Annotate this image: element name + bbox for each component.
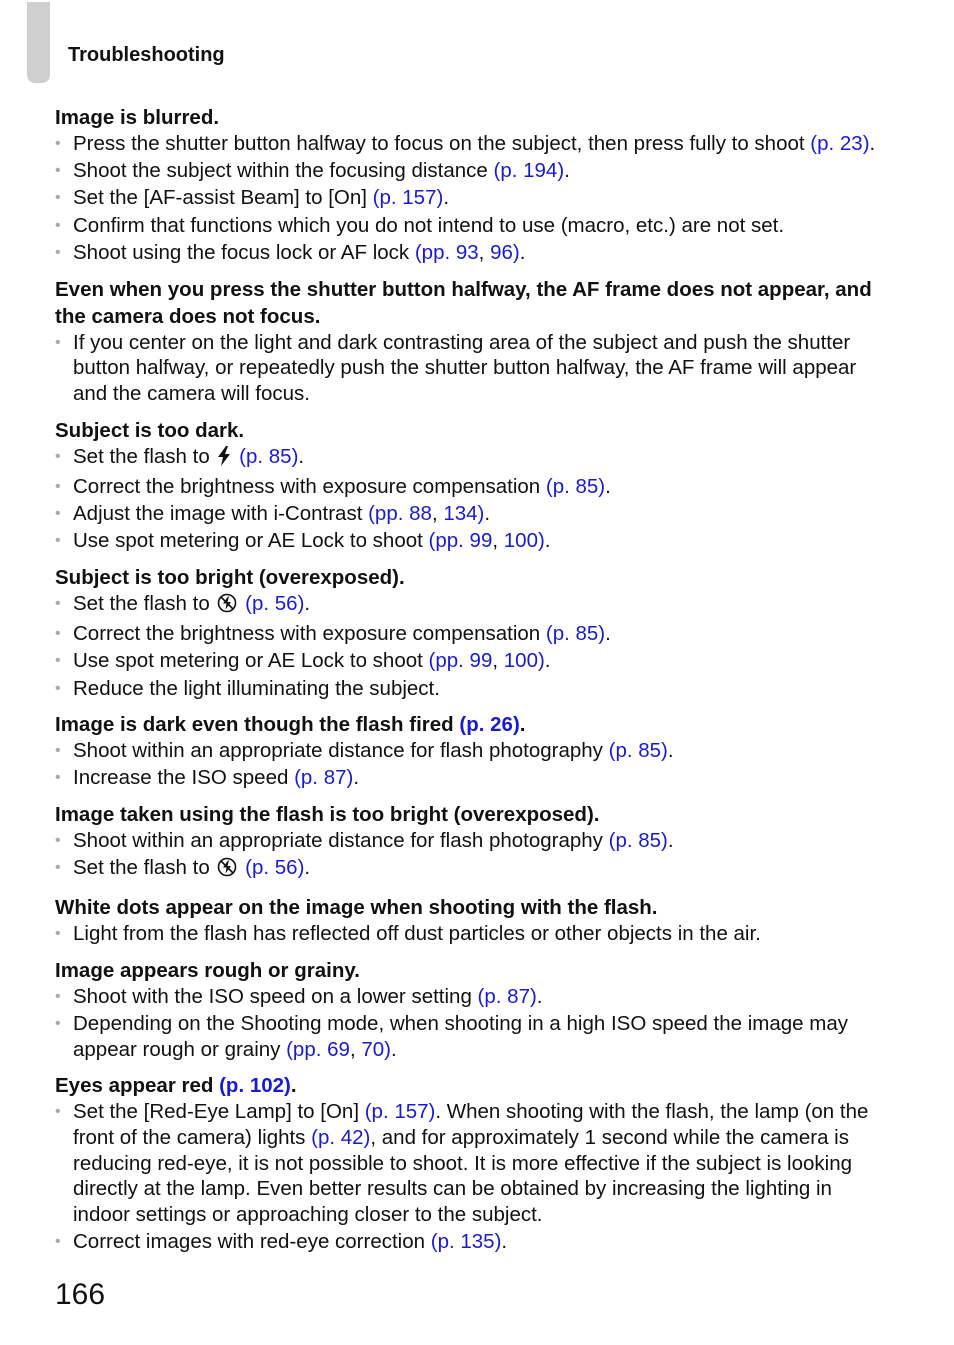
text-run: Set the [AF-assist Beam] to [On] (73, 186, 373, 210)
text-run: . (519, 713, 526, 737)
page-reference-link[interactable]: (p. 102) (219, 1074, 291, 1098)
list-item (55, 474, 885, 500)
troubleshooting-section (55, 1072, 885, 1255)
section-heading: White dots appear on the image when shooting with the flash. (55, 896, 658, 920)
text-run: Correct the brightness with exposure compensation (73, 474, 546, 498)
troubleshooting-section (55, 564, 885, 701)
text-run: . (667, 829, 674, 853)
text-run: . (298, 444, 305, 468)
troubleshooting-section (55, 801, 885, 884)
text-run: . (290, 1074, 297, 1098)
text-run: Set the flash to (73, 591, 216, 615)
troubleshooting-content (55, 104, 885, 1265)
list-item (55, 185, 885, 211)
text-run: . (869, 132, 876, 155)
page-header-title: Troubleshooting (68, 44, 225, 66)
text-run: . (519, 240, 526, 264)
page-reference-link[interactable]: 70) (361, 1037, 391, 1061)
troubleshooting-section (55, 104, 885, 266)
bullet-list (55, 1099, 885, 1255)
list-item (55, 528, 885, 554)
text-run: Shoot within an appropriate distance for flash photography (73, 739, 609, 763)
list-item (55, 591, 885, 620)
list-item (55, 240, 885, 266)
section-heading (55, 711, 885, 738)
page-reference-link[interactable]: 134) (443, 502, 485, 526)
text-run: . (484, 502, 491, 526)
text-run: . (353, 766, 360, 790)
text-run: Shoot the subject within the focusing distance (73, 159, 494, 183)
section-heading (55, 1072, 885, 1099)
text-run: Increase the ISO speed (73, 766, 295, 790)
text-run: Image is dark even though the flash fired (55, 713, 460, 737)
text-run: Confirm that functions which you do not intend to use (macro, etc.) are not set. (73, 213, 785, 237)
page-reference-link[interactable]: (p. 26) (459, 713, 520, 737)
section-heading: Image appears rough or grainy. (55, 958, 360, 982)
page-reference-link[interactable]: (p. 157) (364, 1100, 436, 1124)
page-reference-link[interactable]: (p. 85) (608, 739, 668, 763)
text-run: Depending on the Shooting mode, when shooting in a high ISO speed the image may appear rough or grainy (73, 1011, 848, 1061)
page-reference-link[interactable]: (p. 157) (372, 186, 444, 210)
section-heading: Subject is too dark. (55, 418, 245, 442)
text-run: , (492, 529, 504, 553)
page-reference-link[interactable]: 100) (503, 649, 545, 673)
page-reference-link[interactable]: (p. 23) (810, 132, 870, 155)
text-run: Adjust the image with i-Contrast (73, 502, 369, 526)
page-reference-link[interactable]: (p. 87) (477, 984, 537, 1008)
page-reference-link[interactable]: (pp. 93 (414, 240, 479, 264)
list-item (55, 131, 885, 157)
text-run: . (536, 984, 543, 1008)
list-item (55, 1099, 885, 1228)
troubleshooting-section (55, 276, 885, 407)
text-run: . (564, 159, 570, 183)
text-run: Eyes appear red (55, 1074, 220, 1098)
chapter-tab-bar (27, 2, 50, 83)
page-reference-link[interactable]: (p. 85) (239, 444, 299, 468)
troubleshooting-section (55, 957, 885, 1063)
text-run: . (501, 1230, 508, 1254)
page-reference-link[interactable]: (p. 85) (608, 829, 668, 853)
list-item (55, 921, 885, 947)
text-run: , (492, 649, 504, 673)
bullet-list (55, 921, 885, 947)
page-reference-link[interactable]: 96) (490, 240, 520, 264)
text-run: Light from the flash has reflected off dust particles or other objects in the air. (73, 922, 761, 946)
list-item (55, 828, 885, 854)
section-heading: Even when you press the shutter button halfway, the AF frame does not appear, and the camera does not focus. (55, 277, 872, 328)
troubleshooting-section (55, 417, 885, 554)
list-item (55, 213, 885, 239)
page-reference-link[interactable]: (pp. 69 (286, 1037, 350, 1061)
page-reference-link[interactable]: 100) (503, 529, 545, 553)
text-run: . When shooting with the flash, the lamp (on the front of the camera) lights (73, 1100, 869, 1150)
flash-off-icon (217, 857, 237, 884)
text-run: Set the flash to (73, 444, 216, 468)
text-run: . (605, 474, 611, 498)
text-run: Use spot metering or AE Lock to shoot (73, 529, 429, 553)
text-run: Use spot metering or AE Lock to shoot (73, 649, 429, 673)
text-run: Set the [Red-Eye Lamp] to [On] (73, 1100, 365, 1124)
list-item (55, 676, 885, 702)
list-item (55, 621, 885, 647)
text-run: . (605, 622, 611, 646)
page-reference-link[interactable]: (p. 85) (545, 622, 606, 646)
text-run: Reduce the light illuminating the subject. (73, 676, 440, 700)
list-item (55, 444, 885, 473)
text-run: . (390, 1037, 397, 1061)
bullet-list (55, 828, 885, 884)
list-item (55, 1229, 885, 1255)
list-item (55, 855, 885, 884)
section-heading: Image taken using the flash is too bright (overexposed). (55, 803, 600, 827)
text-run: . (544, 649, 551, 673)
list-item (55, 984, 885, 1010)
page-reference-link[interactable]: (p. 56) (245, 856, 305, 880)
text-run: . (443, 186, 450, 210)
text-run: . (544, 529, 551, 553)
text-run: Correct images with red-eye correction (73, 1230, 431, 1254)
list-item (55, 765, 885, 791)
text-run: Press the shutter button halfway to focus on the subject, then press fully to shoot (73, 132, 811, 155)
page-reference-link[interactable]: (pp. 88 (368, 502, 432, 526)
bullet-list (55, 984, 885, 1063)
list-item (55, 648, 885, 674)
text-run: . (667, 739, 674, 763)
text-run: , (349, 1037, 362, 1061)
bullet-list (55, 738, 885, 791)
text-run: Shoot with the ISO speed on a lower setting (73, 984, 478, 1008)
text-run: , and for approximately 1 second while the camera is reducing red-eye, it is not possible to shoot. It is more effective if the subject is looking directly at the lamp. Even better results can be obtained by increasing the lighting in indoor settings or approaching closer to the subject. (73, 1126, 853, 1227)
list-item (55, 158, 885, 184)
page-reference-link[interactable]: (p. 194) (493, 159, 565, 183)
page-reference-link[interactable]: (p. 135) (430, 1230, 502, 1254)
bullet-list (55, 330, 885, 407)
text-run: , (478, 240, 491, 264)
page-reference-link[interactable]: (p. 87) (294, 766, 354, 790)
page-reference-link[interactable]: (pp. 99 (428, 649, 493, 673)
text-run: Set the flash to (73, 856, 216, 880)
text-run: Correct the brightness with exposure compensation (73, 622, 546, 646)
text-run: Shoot within an appropriate distance for flash photography (73, 829, 609, 853)
text-run: , (431, 502, 444, 526)
bullet-list (55, 131, 885, 266)
page-reference-link[interactable]: (p. 42) (311, 1126, 371, 1150)
section-heading: Subject is too bright (overexposed). (55, 565, 405, 589)
page-reference-link[interactable]: (p. 85) (545, 474, 606, 498)
flash-on-icon (217, 446, 231, 473)
list-item (55, 501, 885, 527)
bullet-list (55, 591, 885, 701)
list-item (55, 738, 885, 764)
troubleshooting-section (55, 711, 885, 791)
text-run: Shoot using the focus lock or AF lock (73, 240, 415, 264)
text-run: If you center on the light and dark contrasting area of the subject and push the shutter button halfway, or repeatedly push the shutter button halfway, the AF frame will appear and the camera will focus. (73, 330, 857, 405)
page-number: 166 (55, 1278, 106, 1311)
bullet-list (55, 444, 885, 554)
page-reference-link[interactable]: (pp. 99 (428, 529, 493, 553)
section-heading: Image is blurred. (55, 106, 220, 129)
list-item (55, 1011, 885, 1062)
troubleshooting-section (55, 894, 885, 947)
flash-off-icon (217, 593, 237, 620)
list-item (55, 330, 885, 407)
text-run: . (304, 856, 311, 880)
page-reference-link[interactable]: (p. 56) (245, 591, 305, 615)
text-run: . (304, 591, 311, 615)
